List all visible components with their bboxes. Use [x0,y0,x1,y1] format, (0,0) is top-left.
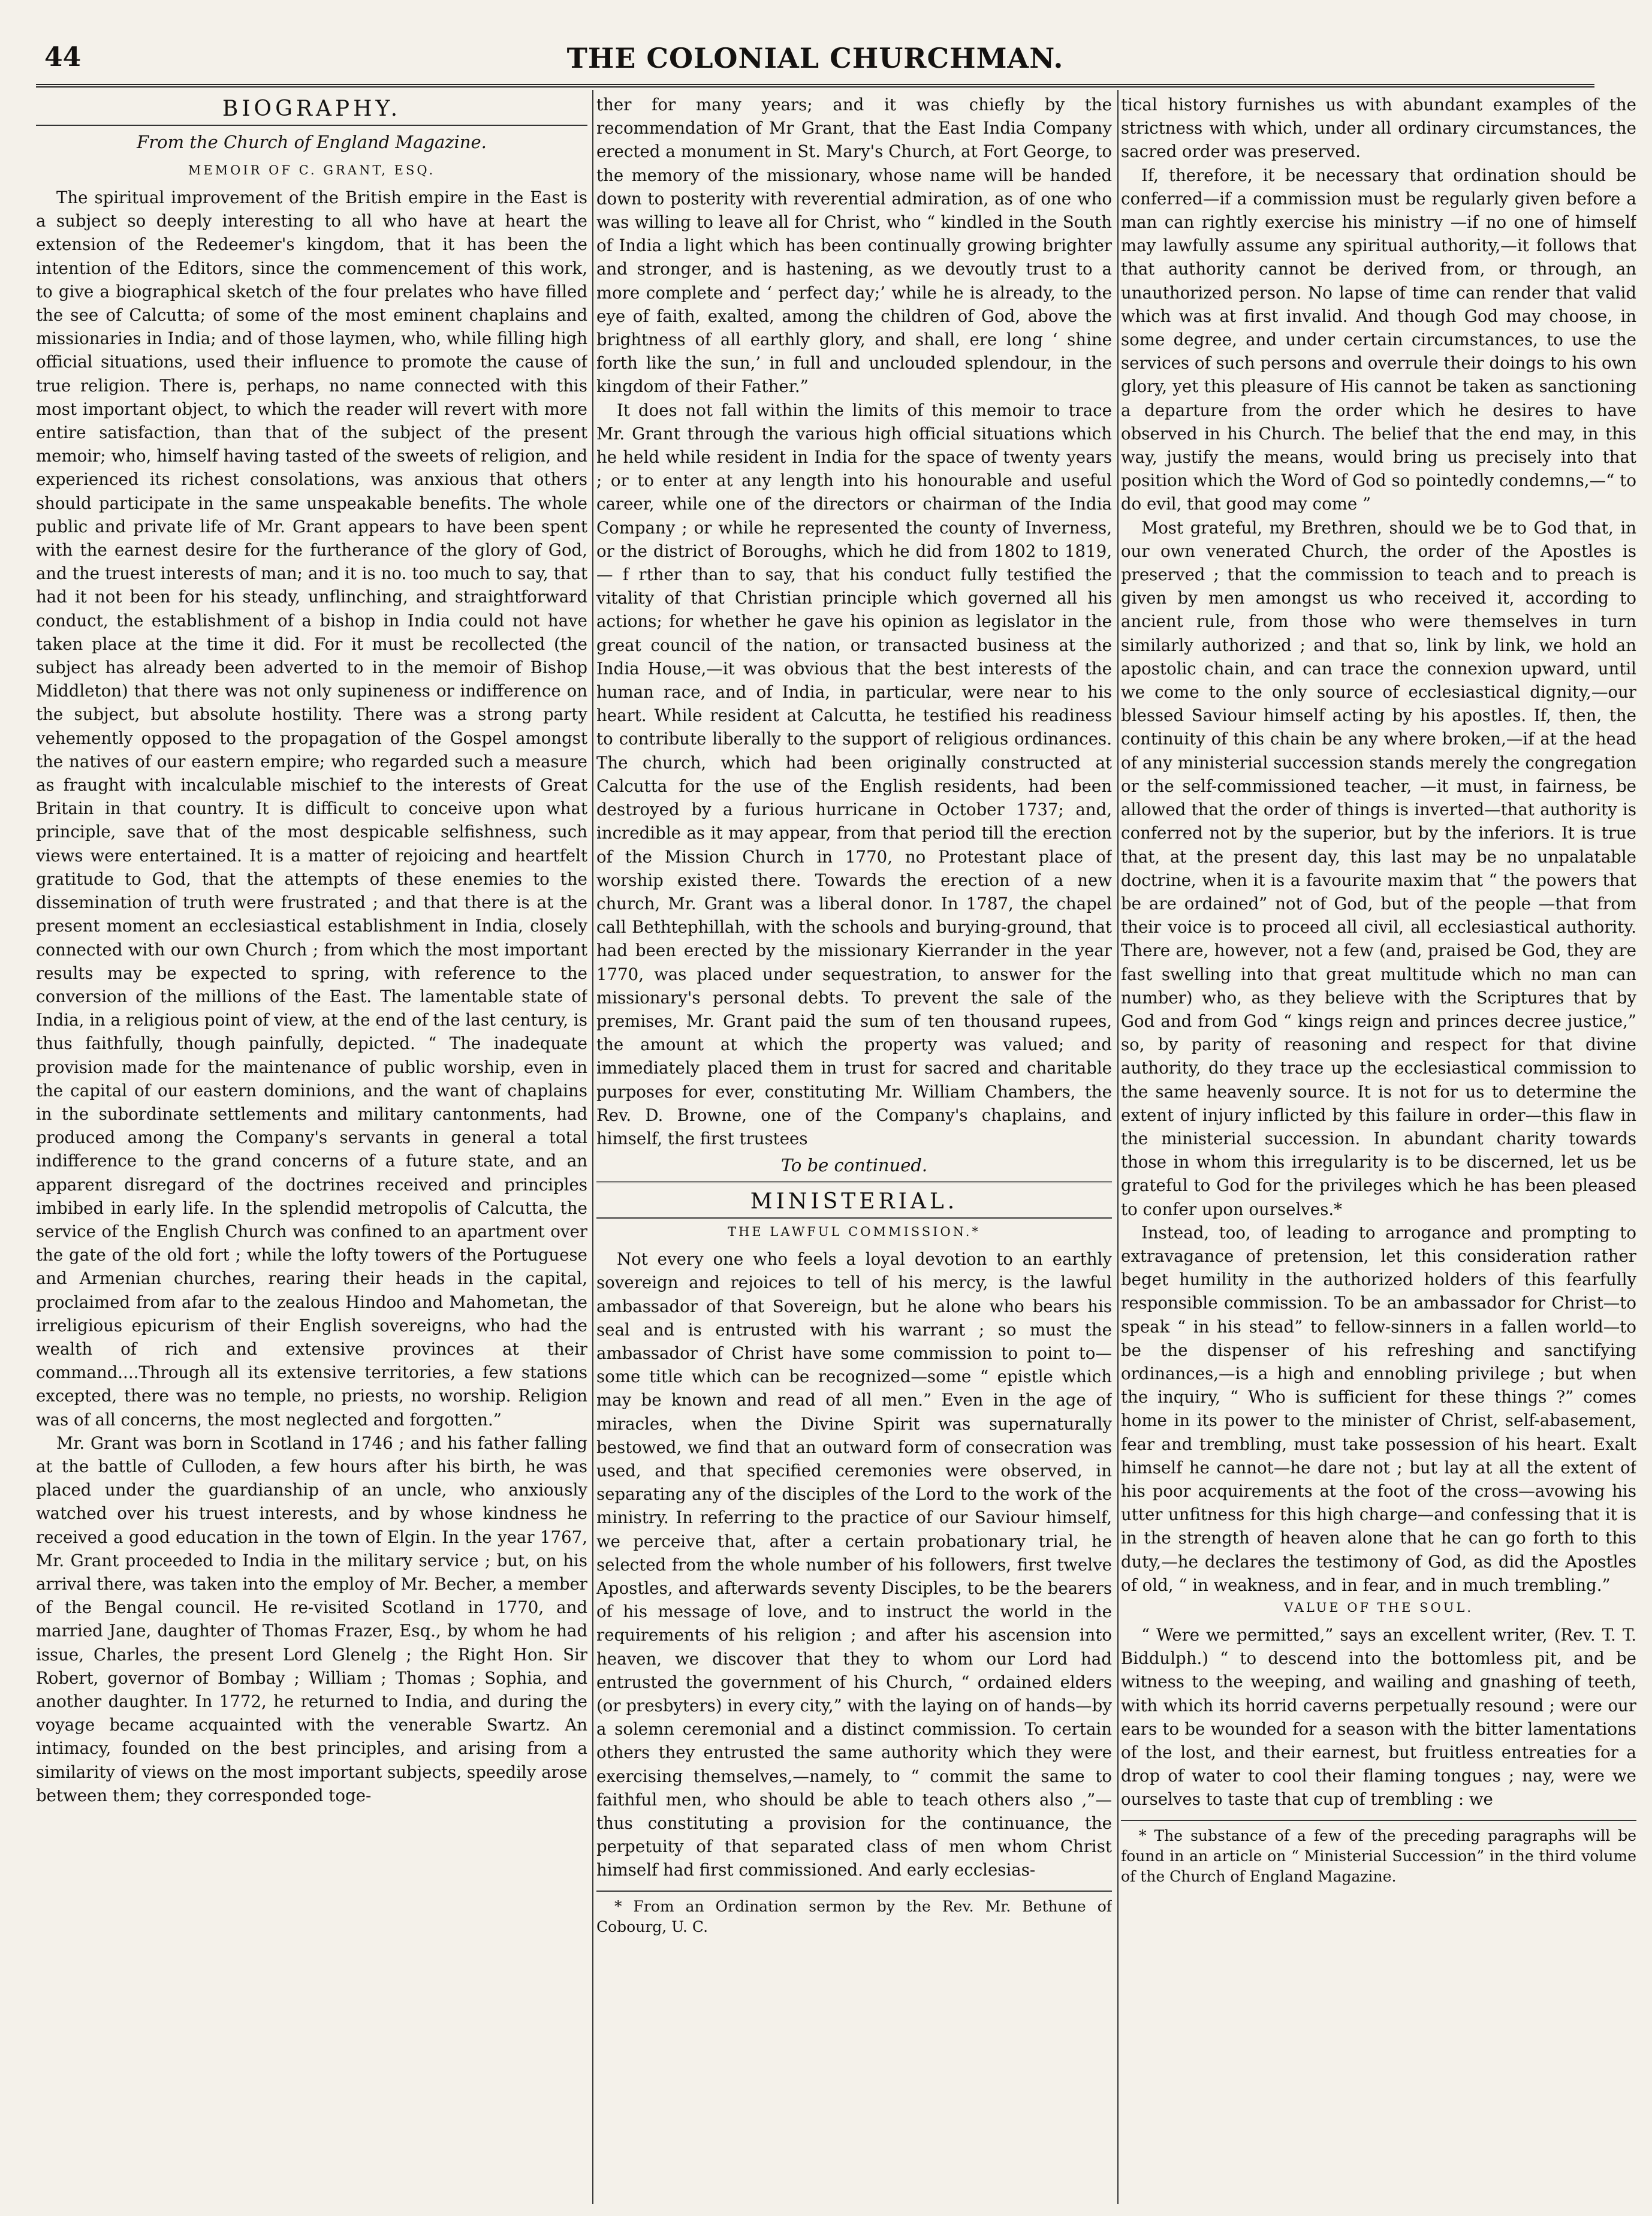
biography-continuation: ther for many years; and it was chiefly by the recommendation of Mr Grant, that the East India Company erected a monument in St. Mary's Church, at Fort George, to the memory of the missionary, whose name will be handed down to posterity with reverential admiration, as of one who was willing to leave all for Christ, who “ kindled in the South of India a light which has been continually growing brighter and stronger, and is hastening, as we devoutly trust to a more complete and ‘ perfect day;’ while he is already, to the eye of faith, exalted, among the children of God, above the brightness of all earthly glory, and shall, ere long ‘ shine forth like the sun,’ in full and unclouded splendour, in the kingdom of their Father.” [596,95,1112,397]
column-1 [36,93,587,2204]
lawful-commission-title: THE LAWFUL COMMISSION.* [728,1225,981,1240]
page-header [36,42,1594,78]
biography-heading: BIOGRAPHY. [36,97,587,126]
masthead-title: THE COLONIAL CHURCHMAN. [566,42,1064,74]
section-rule [596,1181,1112,1183]
biography-source: From the Church of England Magazine. [137,132,487,152]
column-2 [596,93,1112,2204]
ministerial-paragraph: Not every one who feels a loyal devotion to an earthly sovereign and rejoices to tell of his mercy, is the lawful ambassador of that Sovereign, but he alone who bears his seal and is entrusted with his warrant ; so must the ambassador of Christ have some commission to point to—some title which can be recognized—some “ epistle which may be known and read of all men.” Even in the age of miracles, when the Divine Spirit was supernaturally bestowed, we find that an outward form of consecration was used, and that specified ceremonies were observed, in separating any of the disciples of the Lord to the work of the ministry. In referring to the practice of our Saviour himself, we perceive that, after a certain probationary trial, he selected from the whole number of his followers, first twelve Apostles, and afterwards seventy Disciples, to be the bearers of his message of love, and to instruct the world in the requirements of his religion ; and after his ascension into heaven, we discover that they to whom our Lord had entrusted the government of his Church, “ ordained elders (or presbyters) in every city,” with the laying on of hands—by a solemn ceremonial and a distinct commission. To certain others they entrusted the same authority which they were exercising themselves,—namely, to “ commit the same to faithful men, who should be able to teach others also ,”—thus constituting a provision for the continuance, the perpetuity of that separated class of men whom Christ himself had first commissioned. And early ecclesias- [596,1249,1112,1880]
ministerial-paragraph: Most grateful, my Brethren, should we be to God that, in our own venerated Church, the order of the Apostles is preserved ; that the commission to teach and to preach is given by men amongst us who received it, according to ancient rule, from those who were themselves in turn similarly authorized ; and that so, link by link, we hold an apostolic chain, and can trace the connexion upward, until we come to the only source of ecclesiastical dignity,—our blessed Saviour himself acting by his apostles. If, then, the continuity of this chain be any where broken,—if at the head of any ministerial succession stands merely the congregation or the self-commissioned teacher, —it must, in fairness, be allowed that the order of things is inverted—that authority is conferred not by the superior, but by the inferiors. It is true that, at the present day, this last may be no unpalatable doctrine, when it is a favourite maxim that “ the powers that be are ordained” not of God, but of the people —that from their voice is to proceed all civil, all ecclesiastical authority. There are, however, not a few (and, praised be God, they are fast swelling into that great multitude which no man can number) who, as they believe with the Scriptures that by God and from God “ kings reign and princes decree justice,” so, by parity of reasoning and respect for that divine authority, do they trace up the ecclesiastical commission to the same heavenly source. It is not for us to determine the extent of injury inflicted by this failure in order—this flaw in the ministerial succession. In abundant charity towards those in whom this irregularity is to be discerned, let us be grateful to God for the privileges which he has been pleased to confer upon ourselves.* [1121,517,1636,1219]
header-rule [36,84,1594,88]
ministerial-heading: MINISTERIAL. [596,1189,1112,1219]
biography-paragraph: The spiritual improvement of the British empire in the East is a subject so deeply interesting to all who have at heart the extension of the Redeemer's kingdom, that it has been the intention of the Editors, since the commencement of this work, to give a biographical sketch of the four prelates who have filled the see of Calcutta; of some of the most eminent chaplains and missionaries in India; and of those laymen, who, while filling high official situations, used their influence to promote the cause of true religion. There is, perhaps, no name connected with this most important object, to which the reader will revert with more entire satisfaction, than that of the subject of the present memoir; who, himself having tasted of the sweets of religion, and experienced its richest consolations, was anxious that others should participate in the same unspeakable benefits. The whole public and private life of Mr. Grant appears to have been spent with the earnest desire for the furtherance of the glory of God, and the truest interests of man; and it is no. too much to say, that had it not been for his steady, unflinching, and straightforward conduct, the establishment of a bishop in India could not have taken place at the time it did. For it must be recollected (the subject has already been adverted to in the memoir of Bishop Middleton) that there was not only supineness or indifference on the subject, but absolute hostility. There was a strong party vehemently opposed to the propagation of the Gospel amongst the natives of our eastern empire; who regarded such a measure as fraught with incalculable mischief to the interests of Great Britain in that country. It is difficult to conceive upon what principle, save that of the most despicable selfishness, such views were entertained. It is a matter of rejoicing and heartfelt gratitude to God, that the attempts of these enemies to the dissemination of truth were frustrated ; and that there is at the present moment an ecclesiastical establishment in India, closely connected with our own Church ; from which the most important results may be expected to spring, with reference to the conversion of the millions of the East. The lamentable state of India, in a religious point of view, at the end of the last century, is thus faithfully, though painfully, depicted. “ The inadequate provision made for the maintenance of public worship, even in the capital of our eastern dominions, and the want of chaplains in the subordinate settlements and military cantonments, had produced among the Company's servants in general a total indifference to the grand concerns of a future state, and an apparent disregard of the doctrines received and principles imbibed in early life. In the splendid metropolis of Calcutta, the service of the English Church was confined to an apartment over the gate of the old fort ; while the lofty towers of the Portuguese and Armenian churches, rearing their heads in the capital, proclaimed from afar to the zealous Hindoo and Mahometan, the irreligious epicurism of their English sovereigns, who had the wealth of rich and extensive provinces at their command....Through all its extensive territories, a few stations excepted, there was no temple, no priests, no worship. Religion was of all concerns, the most neglected and forgotten.” [36,188,587,1430]
column-separator [592,90,593,2204]
biography-continuation: It does not fall within the limits of this memoir to trace Mr. Grant through the various high official situations which he held while resident in India for the space of twenty years ; or to enter at any length into his honourable and useful career, while one of the directors or chairman of the India Company ; or while he represented the county of Inverness, or the district of Boroughs, which he did from 1802 to 1819, — f rther than to say, that his conduct fully testified the vitality of that Christian principle which governed all his actions; for whether he gave his opinion as legislator in the great council of the nation, or transacted business at the India House,—it was obvious that the best interests of the human race, and of India, in particular, were near to his heart. While resident at Calcutta, he testified his readiness to contribute liberally to the support of religious ordinances. The church, which had been originally constructed at Calcutta for the use of the English residents, had been destroyed by a furious hurricane in October 1737; and, incredible as it may appear, from that period till the erection of the Mission Church in 1770, no Protestant place of worship existed there. Towards the erection of a new church, Mr. Grant was a liberal donor. In 1787, the chapel call Bethtephillah, with the schools and burying-ground, that had been erected by the missionary Kierrander in the year 1770, was placed under sequestration, to answer for the missionary's personal debts. To prevent the sale of the premises, Mr. Grant paid the sum of ten thousand rupees, the amount at which the property was valued; and immediately placed them in trust for sacred and charitable purposes for ever, constituting Mr. William Chambers, the Rev. D. Browne, one of the Company's chaplains, and himself, the first trustees [596,400,1112,1148]
ministerial-paragraph: If, therefore, it be necessary that ordination should be conferred—if a commission must be regularly given before a man can rightly exercise his ministry —if no one of himself may lawfully assume any spiritual authority,—it follows that that authority cannot be derived from, or through, an unauthorized person. No lapse of time can render that valid which was at first invalid. And though God may choose, in some degree, and under certain circumstances, to use the services of such persons and overrule their doings to his own glory, yet this pleasure of His cannot be taken as sanctioning a departure from the order which he desires to have observed in his Church. The belief that the end may, in this way, justify the means, would bring us precisely into that position which the Word of God so pointedly condemns,—“ to do evil, that good may come ” [1121,165,1636,514]
to-be-continued: To be continued. [780,1155,928,1176]
ministerial-paragraph: tical history furnishes us with abundant examples of the strictness with which, under all ordinary circumstances, the sacred order was preserved. [1121,95,1636,162]
footnote: * The substance of a few of the preceding paragraphs will be found in an article on “ Ministerial Succession” in the third volume of the Church of England Magazine. [1121,1820,1636,1887]
biography-paragraph: Mr. Grant was born in Scotland in 1746 ; and his father falling at the battle of Culloden, a few hours after his birth, he was placed under the guardianship of an uncle, who anxiously watched over his truest interests, and by whose kindness he received a good education in the town of Elgin. In the year 1767, Mr. Grant proceeded to India in the military service ; but, on his arrival there, was taken into the employ of Mr. Becher, a member of the Bengal council. He re-visited Scotland in 1770, and married Jane, daughter of Thomas Frazer, Esq., by whom he had issue, Charles, the present Lord Glenelg ; the Right Hon. Sir Robert, governor of Bombay ; William ; Thomas ; Sophia, and another daughter. In 1772, he returned to India, and during the voyage became acquainted with the venerable Swartz. An intimacy, founded on the best principles, and arising from a similarity of views on the most important subjects, speedily arose between them; they corresponded toge- [36,1433,587,1805]
value-of-soul-title: VALUE OF THE SOUL. [1283,1600,1474,1615]
footnote: * From an Ordination sermon by the Rev. Mr. Bethune of Cobourg, U. C. [596,1891,1112,1937]
soul-paragraph: “ Were we permitted,” says an excellent writer, (Rev. T. T. Biddulph.) “ to descend into the bottomless pit, and be witness to the weeping, and wailing and gnashing of teeth, with which its horrid caverns perpetually resound ; were our ears to be wounded for a season with the bitter lamentations of the lost, and their earnest, but fruitless entreaties for a drop of water to cool their flaming tongues ; nay, were we ourselves to taste that cup of trembling : we [1121,1625,1636,1810]
column-3 [1121,93,1636,2204]
page-number: 44 [44,42,82,73]
memoir-title: MEMOIR OF C. GRANT, ESQ. [188,163,436,177]
column-separator [1117,90,1119,2204]
ministerial-paragraph: Instead, too, of leading to arrogance and prompting to extravagance of pretension, let this consideration rather beget humility in the authorized holders of this fearfully responsible commission. To be an ambassador for Christ—to speak “ in his stead” to fellow-sinners in a fallen world—to be the dispenser of his refreshing and sanctifying ordinances,—is a high and ennobling privilege ; but when the inquiry, “ Who is sufficient for these things ?” comes home in its power to the minister of Christ, self-abasement, fear and trembling, must take possession of his heart. Exalt himself he cannot—he dare not ; but lay at all the extent of his poor acquirements at the foot of the cross—avowing his utter unfitness for this high charge—and confessing that it is in the strength of heaven alone that he can go forth to this duty,—he declares the testimony of God, as did the Apostles of old, “ in weakness, and in fear, and in much trembling.” [1121,1222,1636,1595]
